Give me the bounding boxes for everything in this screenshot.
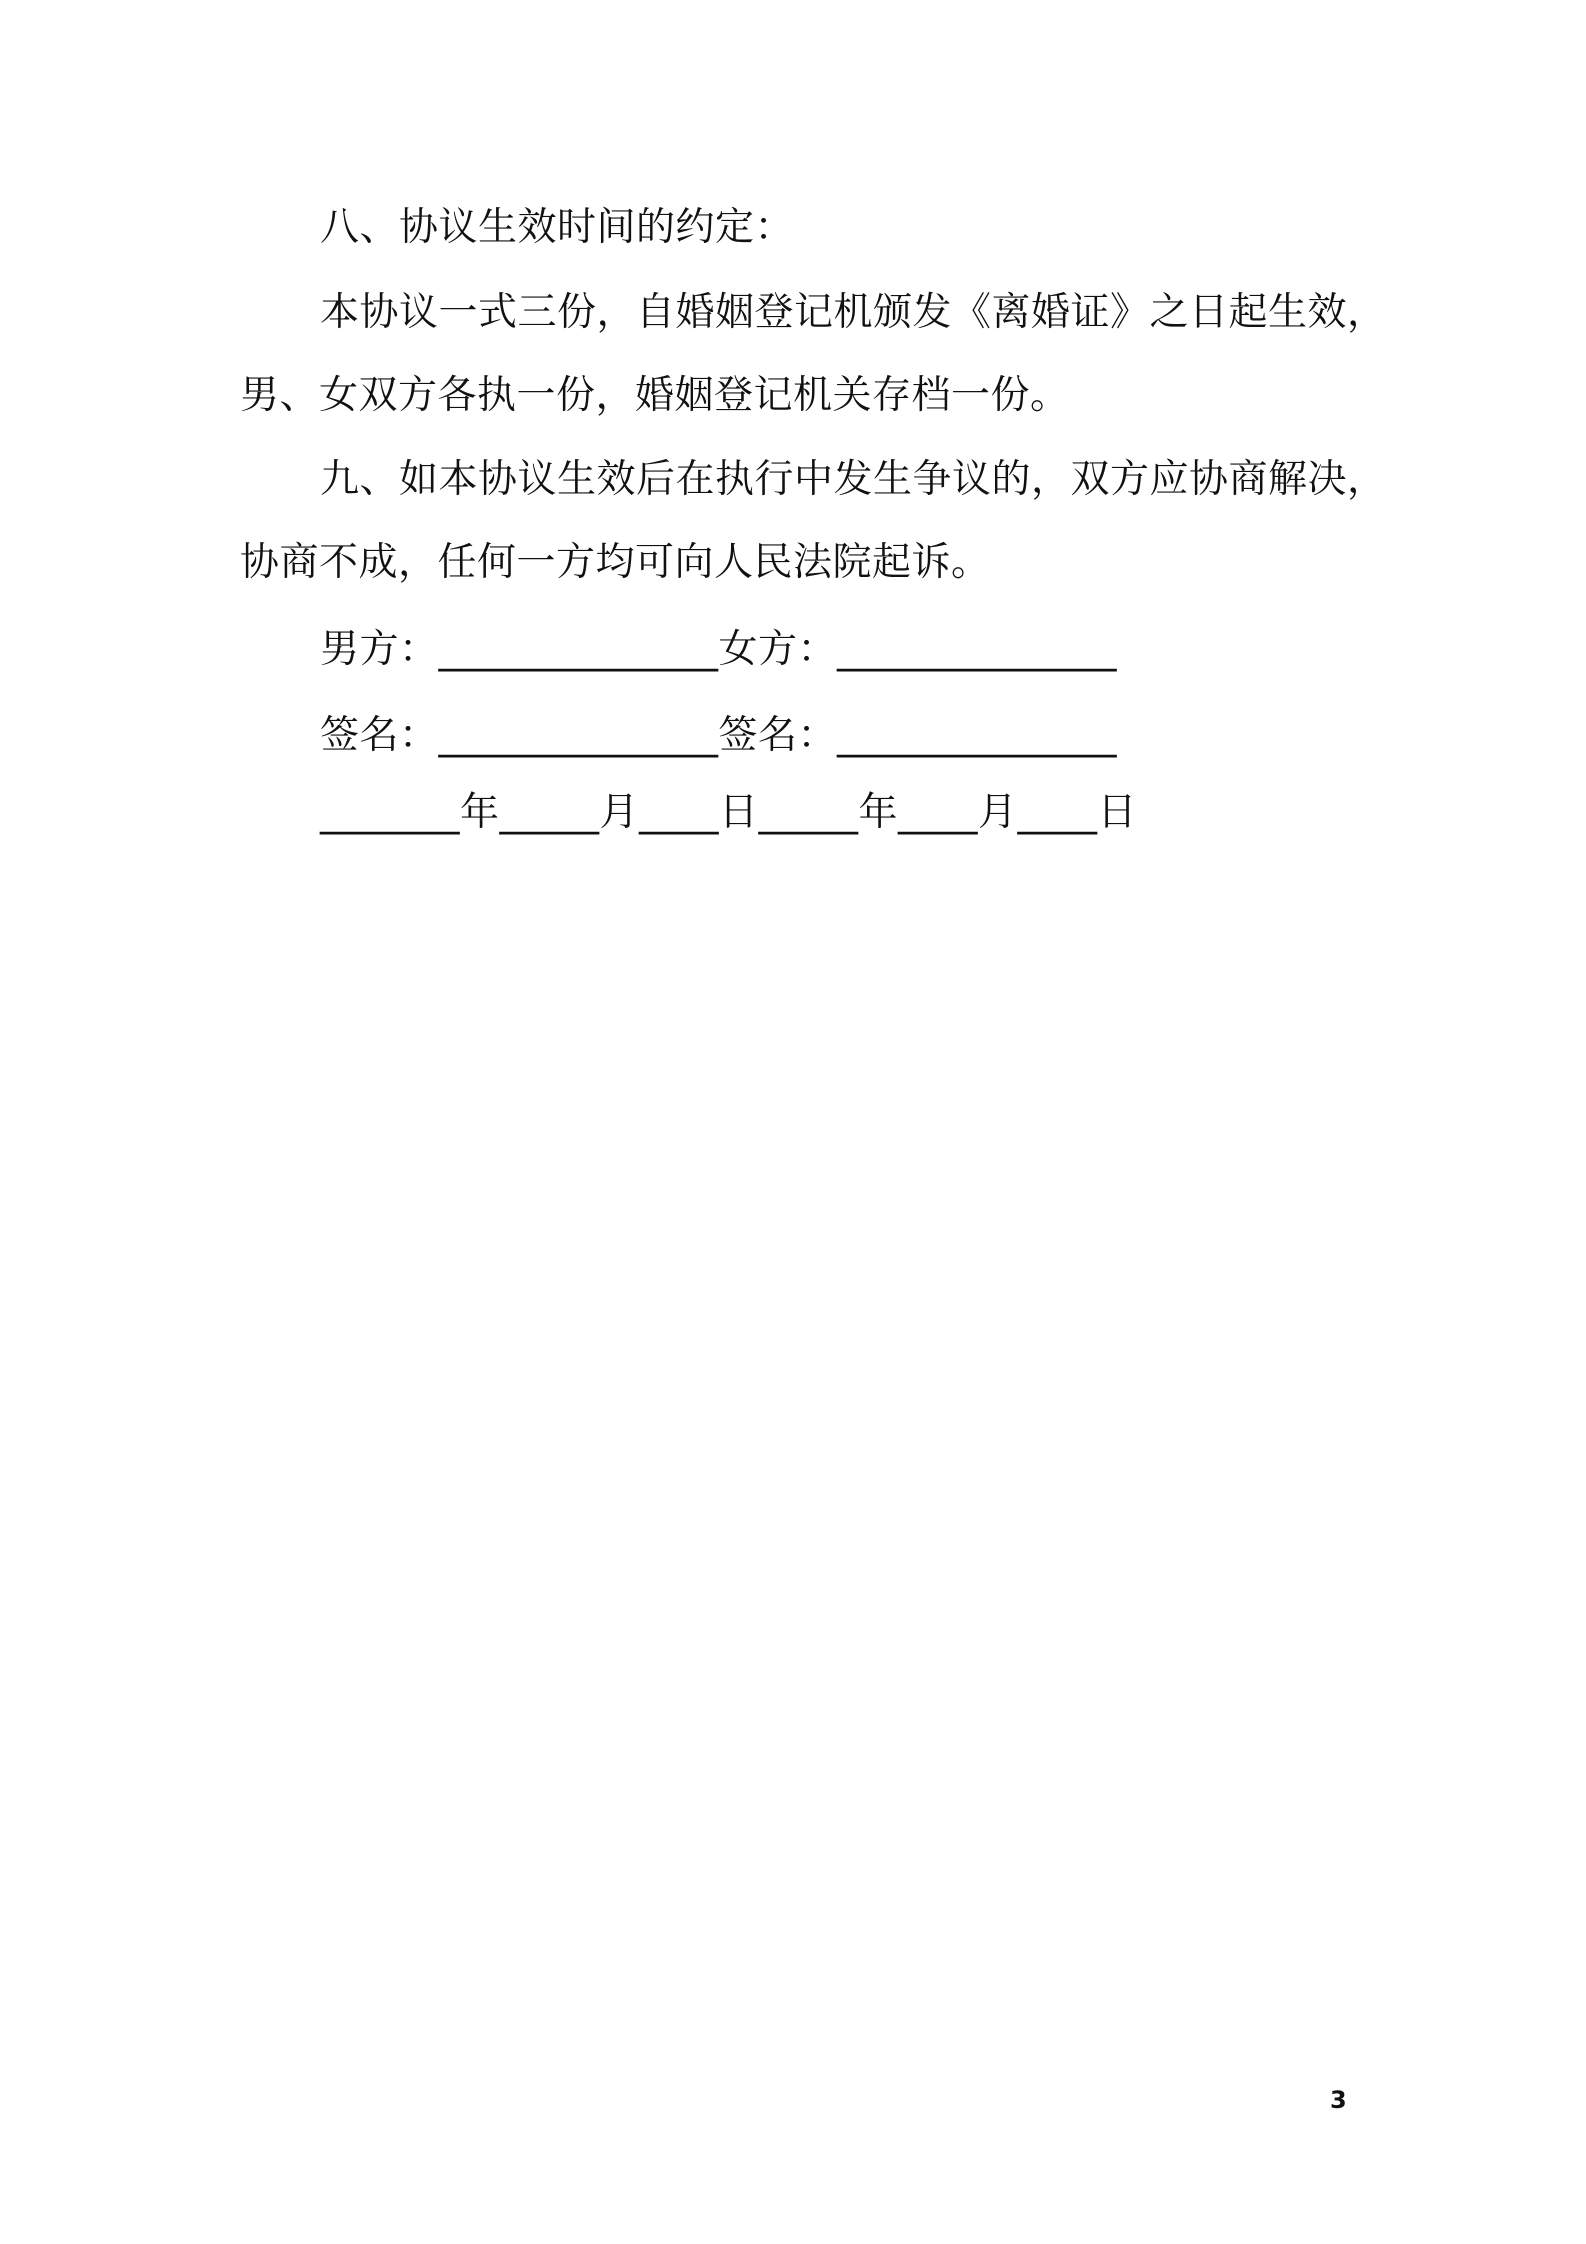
signatures-line: 签名：______________签名：______________ <box>320 713 1118 758</box>
section-8-text-line-1: 本协议一式三份，自婚姻登记机颁发《离婚证》之日起生效， <box>320 290 1387 335</box>
party-names-line: 男方：______________女方：______________ <box>320 627 1118 672</box>
section-9-text-line-1: 九、如本协议生效后在执行中发生争议的，双方应协商解决， <box>320 457 1387 502</box>
section-8-text-line-2: 男、女双方各执一份，婚姻登记机关存档一份。 <box>240 373 1070 418</box>
section-9-text-line-2: 协商不成，任何一方均可向人民法院起诉。 <box>240 540 991 585</box>
dates-line: _______年_____月____日_____年____月____日 <box>320 790 1138 835</box>
section-8-heading: 八、协议生效时间的约定： <box>320 205 795 250</box>
page-number: 3 <box>1330 2086 1347 2114</box>
